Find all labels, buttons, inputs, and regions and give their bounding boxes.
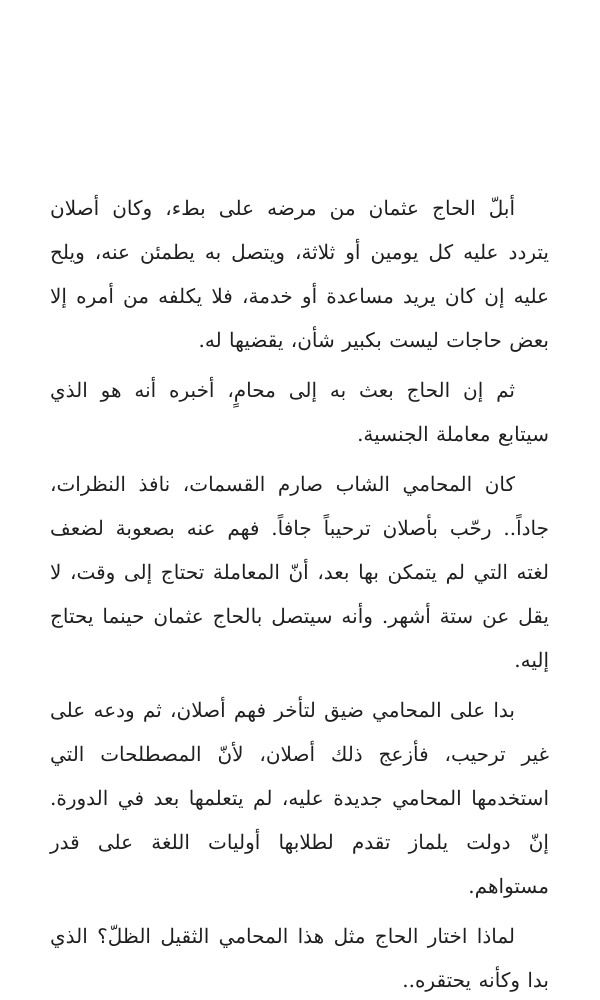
paragraph-3: كان المحامي الشاب صارم القسمات، نافذ النظرات، جاداً.. رحّب بأصلان ترحيباً جافاً. فهم عنه بصعوبة لضعف لغته التي لم يتمكن بها بعد، أنّ المعاملة تحتاج إلى وقت، لا يقل عن ستة أشهر. وأنه سيتصل بالحاج عثمان حينما يحتاج إليه. (50, 472, 549, 672)
paragraph-5: لماذا اختار الحاج مثل هذا المحامي الثقيل الظلّ؟ الذي بدا وكأنه يحتقره.. (50, 924, 549, 992)
paragraph-2: ثم إن الحاج بعث به إلى محامٍ، أخبره أنه هو الذي سيتابع معاملة الجنسية. (50, 378, 549, 446)
paragraph-4: بدا على المحامي ضيق لتأخر فهم أصلان، ثم ودعه على غير ترحيب، فأزعج ذلك أصلان، لأنّ المصطلحات التي استخدمها المحامي جديدة عليه، لم يتعلمها بعد في الدورة. إنّ دولت يلماز تقدم لطلابها أوليات اللغة على قدر مستواهم. (50, 698, 549, 898)
paragraph-1: أبلّ الحاج عثمان من مرضه على بطء، وكان أصلان يتردد عليه كل يومين أو ثلاثة، ويتصل به يطمئن عنه، ويلح عليه إن كان يريد مساعدة أو خدمة، فلا يكلفه من أمره إلا بعض حاجات ليست بكبير شأن، يقضيها له. (50, 196, 549, 352)
